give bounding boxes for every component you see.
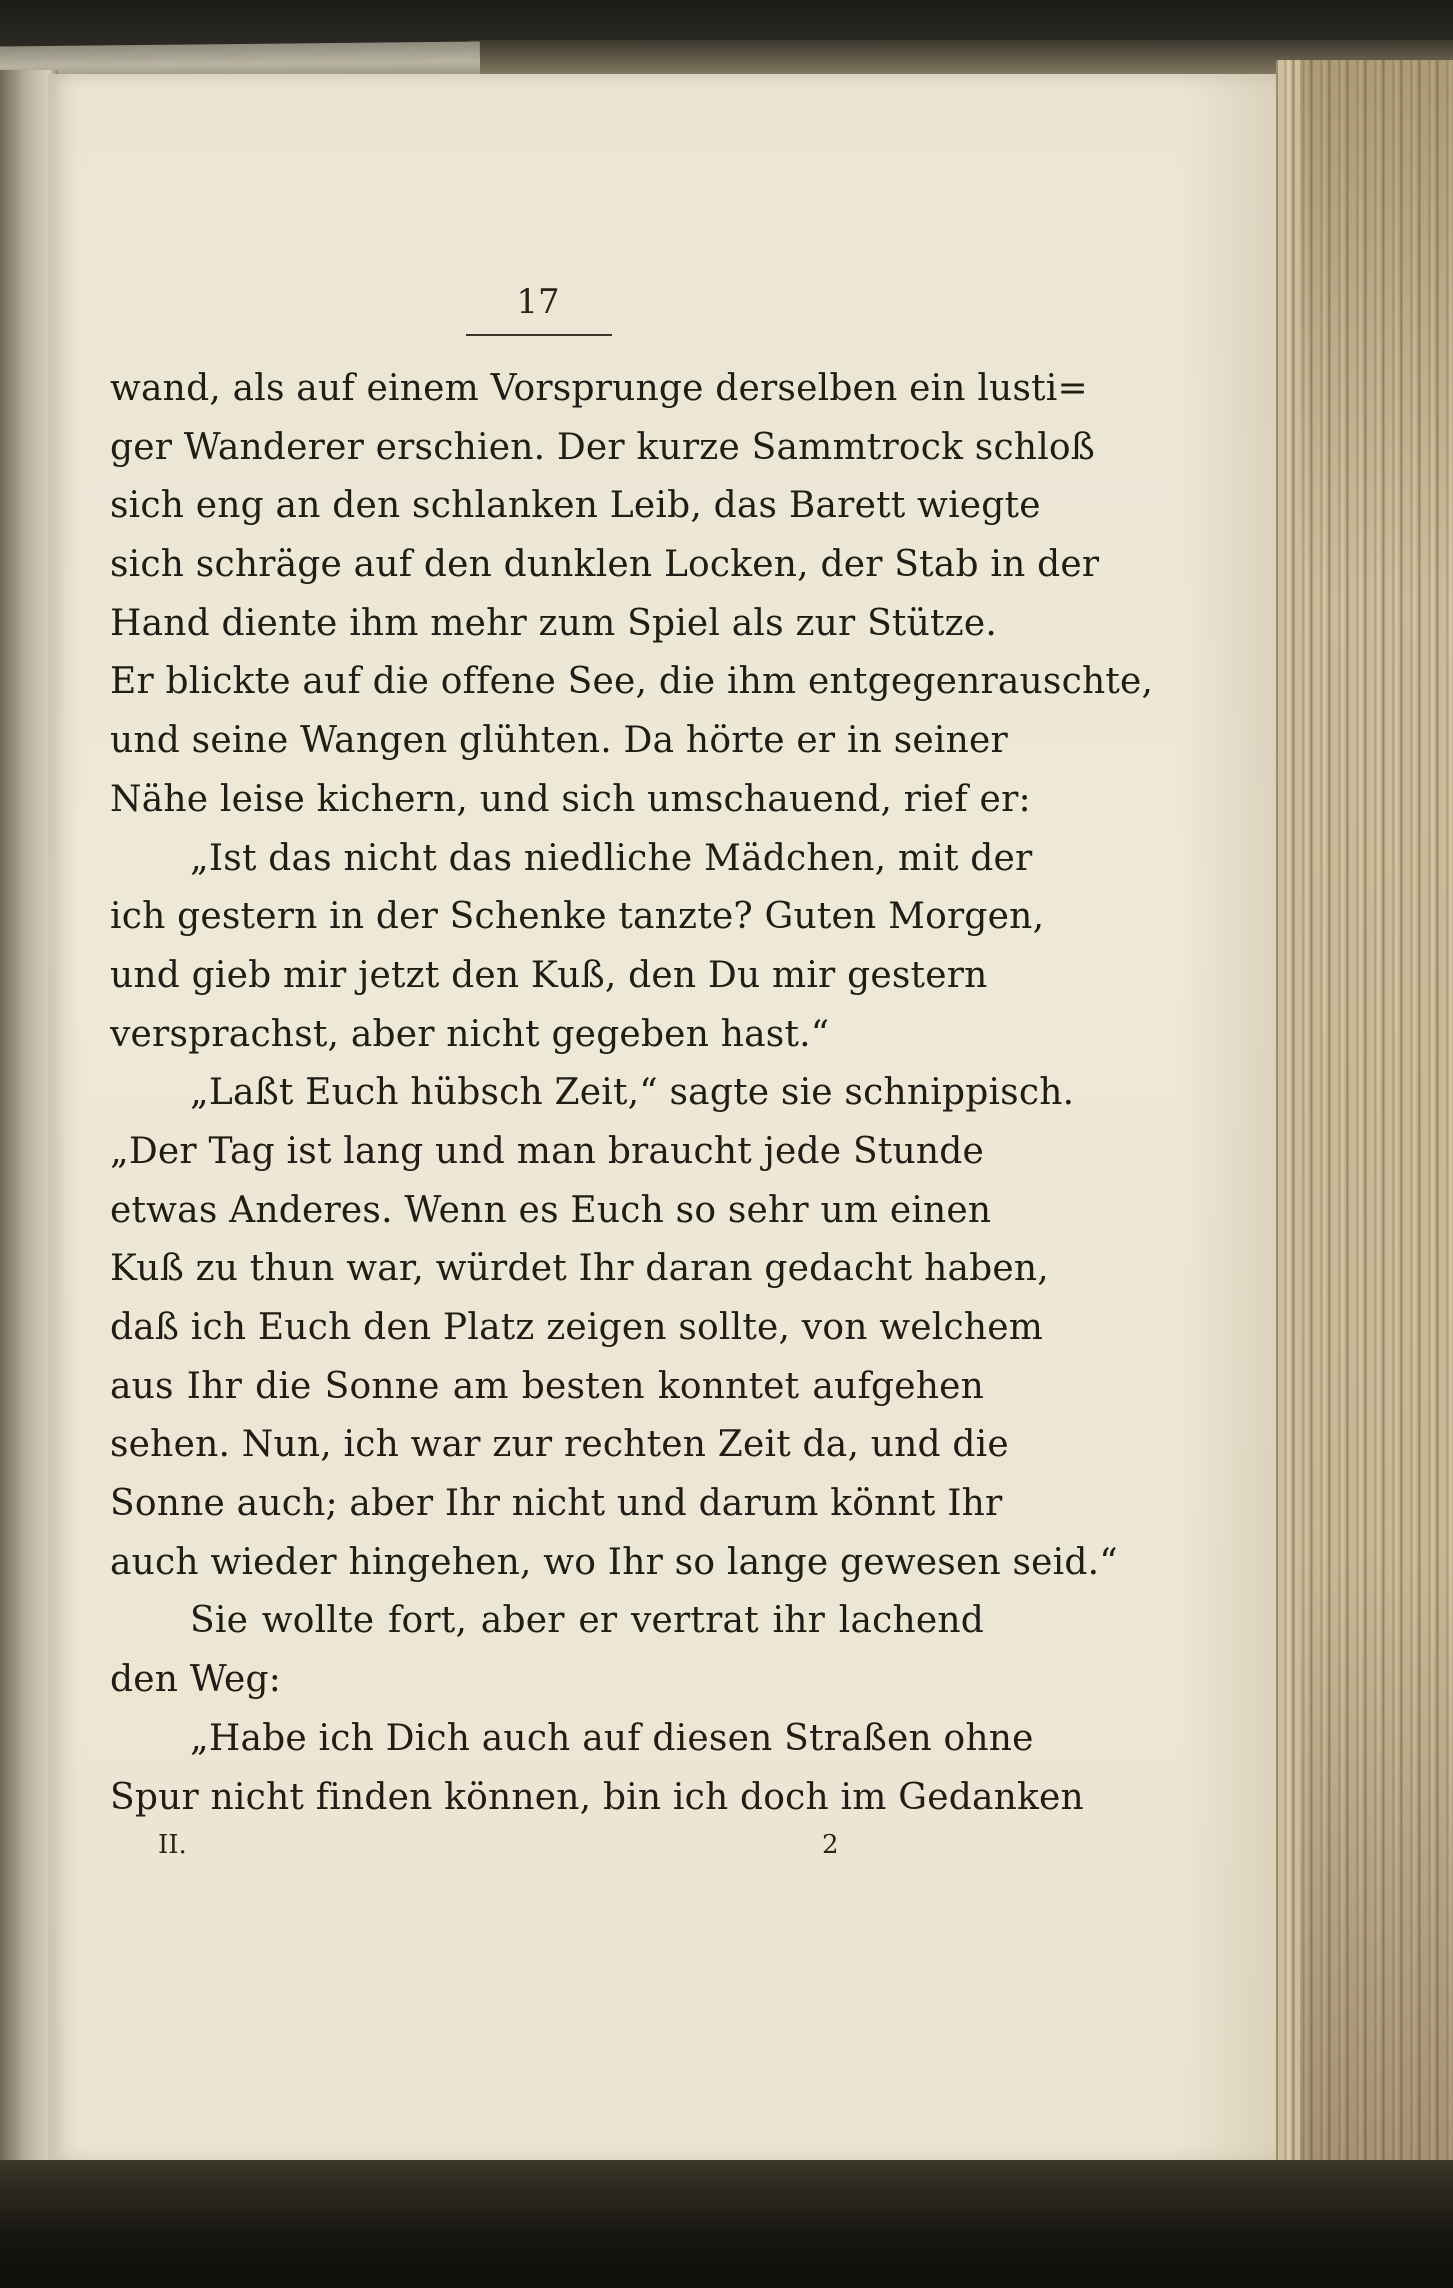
text-line: ger Wanderer erschien. Der kurze Sammtrock schloß [110,426,1096,468]
text-line: aus Ihr die Sonne am besten konntet aufgehen [110,1365,984,1407]
text-line: und seine Wangen glühten. Da hörte er in seiner [110,720,1008,762]
page-shading [1180,74,1290,2164]
body-text [110,360,1154,1827]
text-line: versprachst, aber nicht gegeben hast.“ [110,1013,830,1055]
text-line: etwas Anderes. Wenn es Euch so sehr um einen [110,1189,992,1231]
text-line: ich gestern in der Schenke tanzte? Guten Morgen, [110,896,1045,938]
text-line: den Weg: [110,1659,282,1701]
text-line: daß ich Euch den Platz zeigen sollte, von welchem [110,1307,1044,1348]
text-line: Sie wollte fort, aber er vertrat ihr lachend [190,1600,984,1642]
text-line: Er blickte auf die offene See, die ihm entgegenrauschte, [110,661,1154,703]
text-line: Kuß zu thun war, würdet Ihr daran gedacht haben, [110,1248,1049,1290]
page-edge-staining [1300,60,1453,2190]
text-line: Sonne auch; aber Ihr nicht und darum könnt Ihr [110,1483,1003,1525]
text-line: auch wieder hingehen, wo Ihr so lange gewesen seid.“ [110,1541,1118,1583]
signature-mark: II. [158,1830,187,1860]
text-line: sich schräge auf den dunklen Locken, der Stab in der [110,544,1100,586]
text-line: Hand diente ihm mehr zum Spiel als zur Stütze. [110,602,997,644]
header-rule [466,334,612,336]
text-line: sehen. Nun, ich war zur rechten Zeit da, und die [110,1424,1009,1466]
text-line: Spur nicht finden können, bin ich doch im Gedanken [110,1776,1084,1818]
sheet-number: 2 [822,1830,839,1860]
text-line: „Habe ich Dich auch auf diesen Straßen ohne [190,1717,1034,1759]
text-line: und gieb mir jetzt den Kuß, den Du mir gestern [110,954,988,996]
scan-background-bottom [0,2160,1453,2288]
page-number: 17 [516,282,560,322]
text-line: „Ist das nicht das niedliche Mädchen, mit der [190,837,1033,879]
text-line: Nähe leise kichern, und sich umschauend, rief er: [110,778,1031,820]
text-line: sich eng an den schlanken Leib, das Barett wiegte [110,485,1041,527]
text-line: „Der Tag ist lang und man braucht jede Stunde [110,1130,984,1172]
text-line: „Laßt Euch hübsch Zeit,“ sagte sie schnippisch. [190,1072,1075,1114]
text-line: wand, als auf einem Vorsprunge derselben ein lusti= [110,368,1088,409]
